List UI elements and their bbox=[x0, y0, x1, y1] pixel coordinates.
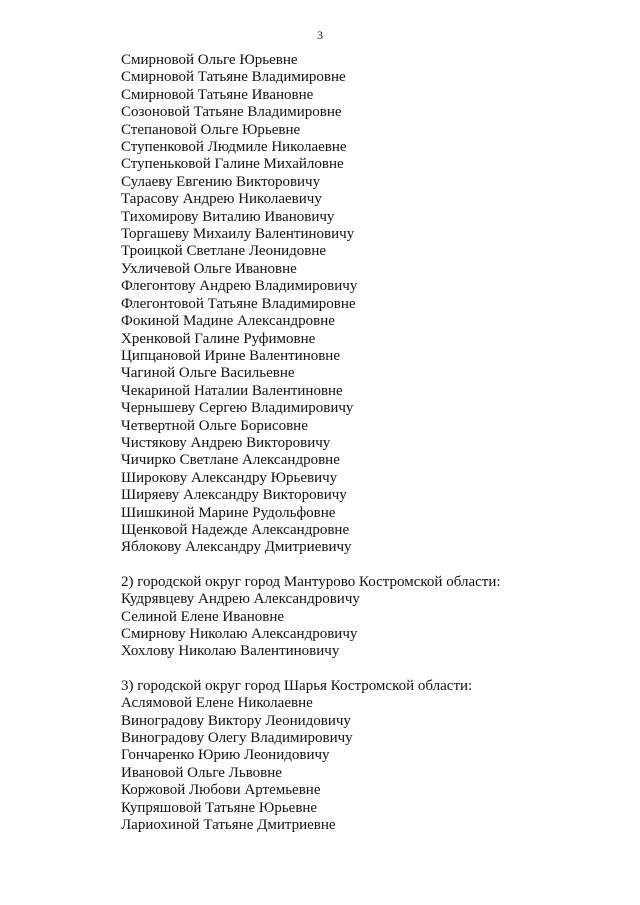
continued-name-list bbox=[121, 52, 621, 557]
section-heading: 2) городской округ город Мантурово Костромской области: bbox=[121, 573, 501, 590]
list-item: Лариохиной Татьяне Дмитриевне bbox=[121, 817, 336, 834]
list-item: Ширяеву Александру Викторовичу bbox=[121, 487, 347, 504]
list-item: Селиной Елене Ивановне bbox=[121, 608, 285, 625]
list-item: Тарасову Андрею Николаевичу bbox=[121, 191, 322, 208]
list-item: Созоновой Татьяне Владимировне bbox=[121, 104, 342, 121]
list-item: Коржовой Любови Артемьевне bbox=[121, 782, 321, 799]
page-number: 3 bbox=[317, 28, 323, 42]
list-item: Троицкой Светлане Леонидовне bbox=[121, 243, 327, 260]
list-item: Степановой Ольге Юрьевне bbox=[121, 121, 301, 138]
list-item: Чернышеву Сергею Владимировичу bbox=[121, 400, 354, 417]
list-item: Ципцановой Ирине Валентиновне bbox=[121, 347, 340, 364]
list-item: Чистякову Андрею Викторовичу bbox=[121, 434, 331, 451]
list-item: Щенковой Надежде Александровне bbox=[121, 521, 350, 538]
section-name-list bbox=[121, 695, 621, 834]
list-item: Чичирко Светлане Александровне bbox=[121, 452, 340, 469]
list-item: Аслямовой Елене Николаевне bbox=[121, 695, 313, 712]
list-item: Четвертной Ольге Борисовне bbox=[121, 417, 308, 434]
list-item: Флегонтову Андрею Владимировичу bbox=[121, 278, 358, 295]
list-item: Флегонтовой Татьяне Владимировне bbox=[121, 295, 356, 312]
list-item: Смирновой Татьяне Ивановне bbox=[121, 86, 314, 103]
list-item: Ступеньковой Галине Михайловне bbox=[121, 156, 344, 173]
section-name-list bbox=[121, 591, 621, 661]
list-item: Хренковой Галине Руфимовне bbox=[121, 330, 316, 347]
list-item: Шишкиной Марине Рудольфовне bbox=[121, 504, 336, 521]
list-item: Смирновой Татьяне Владимировне bbox=[121, 69, 346, 86]
list-item: Гончаренко Юрию Леонидовичу bbox=[121, 747, 330, 764]
list-item: Смирновой Ольге Юрьевне bbox=[121, 52, 298, 68]
list-item: Ивановой Ольге Львовне bbox=[121, 764, 282, 781]
list-item: Смирнову Николаю Александровичу bbox=[121, 626, 358, 642]
list-item: Виноградову Олегу Владимировичу bbox=[121, 730, 353, 747]
list-item: Виноградову Виктору Леонидовичу bbox=[121, 712, 351, 729]
list-item: Торгашеву Михаилу Валентиновичу bbox=[121, 226, 355, 243]
list-item: Хохлову Николаю Валентиновичу bbox=[121, 643, 340, 660]
document-body bbox=[121, 52, 621, 834]
list-item: Яблокову Александру Дмитриевичу bbox=[121, 539, 352, 556]
list-item: Купряшовой Татьяне Юрьевне bbox=[121, 799, 318, 816]
list-item: Кудрявцеву Андрею Александровичу bbox=[121, 591, 360, 608]
section-heading: 3) городской округ город Шарья Костромской области: bbox=[121, 677, 473, 694]
section-sharya bbox=[121, 678, 621, 835]
list-item: Широкову Александру Юрьевичу bbox=[121, 469, 338, 486]
list-item: Фокиной Мадине Александровне bbox=[121, 313, 335, 330]
list-item: Тихомирову Виталию Ивановичу bbox=[121, 208, 335, 225]
list-item: Чекариной Наталии Валентиновне bbox=[121, 382, 343, 399]
list-item: Чагиной Ольге Васильевне bbox=[121, 365, 295, 382]
list-item: Ухличевой Ольге Ивановне bbox=[121, 260, 297, 277]
section-manturovo bbox=[121, 574, 621, 661]
list-item: Ступенковой Людмиле Николаевне bbox=[121, 139, 347, 156]
list-item: Сулаеву Евгению Викторовичу bbox=[121, 173, 321, 190]
